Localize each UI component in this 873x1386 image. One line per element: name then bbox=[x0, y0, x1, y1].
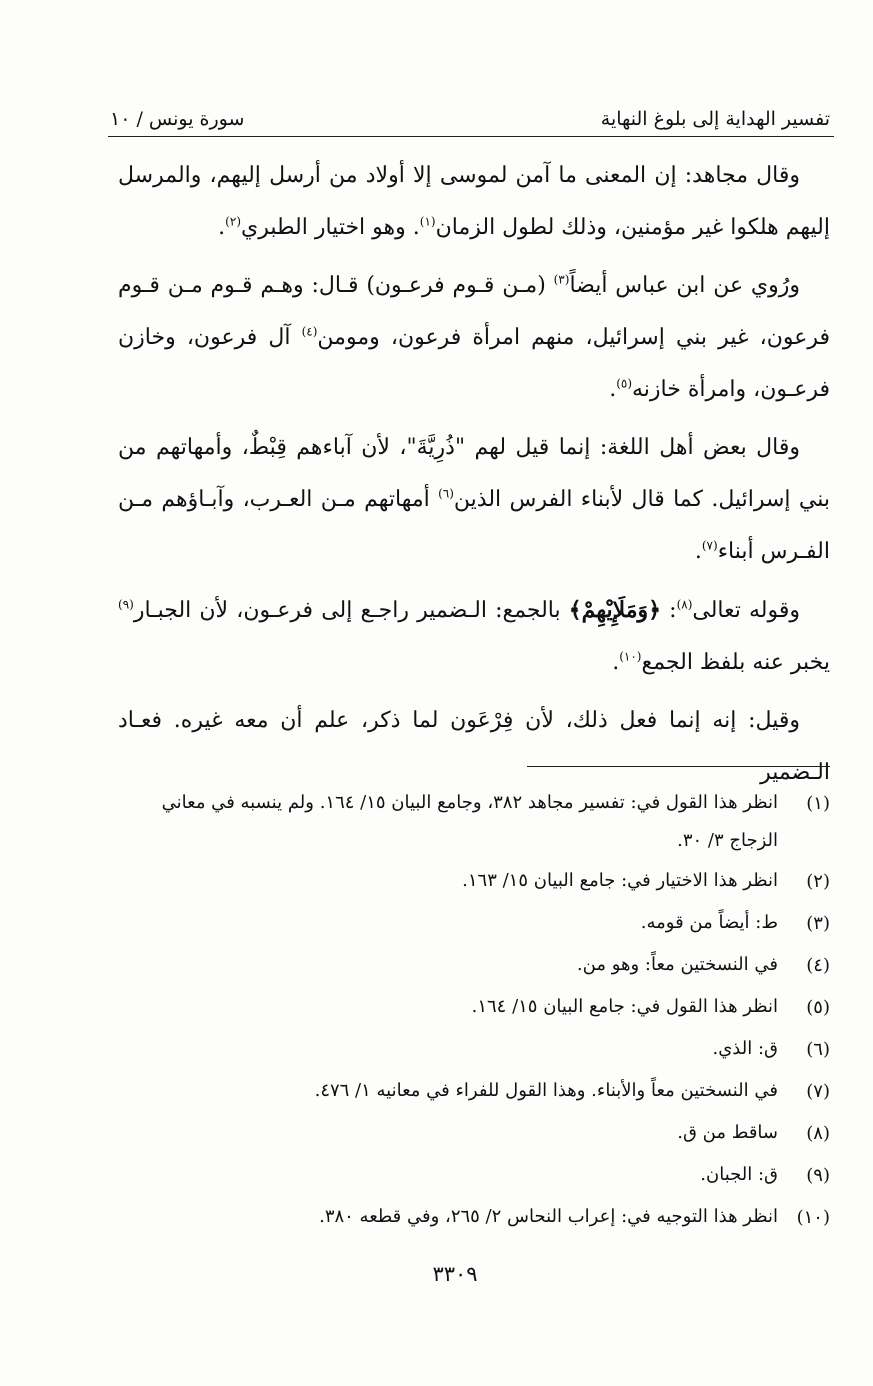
paragraph-3: وقال بعض أهل اللغة: إنما قيل لهم "ذُرِيَّةَ"، لأن آباءهم قِبْطٌ، وأمهاتهم من بني إسرائيل. كما قال لأبناء الفرس الذين$^{(٦)}$ أمهاتهم مـن العـرب، وآبـاؤهم مـن الفـرس أبناء$^{(٧)}$. bbox=[118, 435, 831, 564]
footnote-text: ساقط من ق. bbox=[677, 1122, 778, 1143]
footnote-ref: (٩) bbox=[118, 597, 134, 612]
footnote-ref: (٧) bbox=[701, 538, 718, 553]
footnote-number: (١) bbox=[806, 793, 830, 814]
footnote-item bbox=[118, 904, 830, 944]
footnote-item bbox=[118, 1198, 830, 1238]
footnote-text: انظر هذا القول في: تفسير مجاهد ٣٨٢، وجامع البيان ١٥/ ١٦٤. ولم ينسبه في معاني الزجاج ٣/ ٣٠. bbox=[161, 792, 778, 851]
footnote-text: انظر هذا القول في: جامع البيان ١٥/ ١٦٤. bbox=[471, 996, 778, 1017]
footnote-ref: (٨) bbox=[676, 597, 693, 612]
footnote-number: (٢) bbox=[806, 871, 830, 892]
footnote-ref: (٥) bbox=[616, 376, 633, 391]
footnote-number: (٨) bbox=[806, 1123, 830, 1144]
footnote-text: في النسختين معاً: وهو من. bbox=[576, 954, 778, 975]
footnote-ref: (٤) bbox=[301, 324, 318, 339]
footnote-text: ط: أيضاً من قومه. bbox=[640, 912, 778, 933]
book-title: تفسير الهداية إلى بلوغ النهاية bbox=[600, 108, 830, 130]
running-header bbox=[110, 96, 830, 130]
footnote-item bbox=[118, 946, 830, 986]
footnote-number: (٦) bbox=[806, 1039, 830, 1060]
footnote-item bbox=[118, 1030, 830, 1070]
footnote-item bbox=[118, 1156, 830, 1196]
quran-quote: ﴿وَمَلَإِيْهِمْ﴾ bbox=[568, 597, 662, 623]
surah-label: سورة يونس / ١٠ bbox=[110, 108, 245, 130]
footnote-ref: (٣) bbox=[553, 272, 570, 287]
footnote-number: (٥) bbox=[806, 997, 830, 1018]
footnote-number: (٧) bbox=[806, 1081, 830, 1102]
footnote-text: ق: الذي. bbox=[712, 1038, 778, 1059]
footnote-text: انظر هذا الاختيار في: جامع البيان ١٥/ ١٦٣. bbox=[462, 870, 778, 891]
footnote-ref: (٢) bbox=[225, 214, 241, 229]
header-rule bbox=[108, 136, 834, 137]
footnote-number: (٤) bbox=[806, 955, 830, 976]
paragraph-5: وقيل: إنه إنما فعل ذلك، لأن فِرْعَون لما ذكر، علم أن معه غيره. فعـاد الـضمير bbox=[118, 708, 830, 785]
footnote-ref: (٦) bbox=[438, 486, 454, 501]
footnote-number: (٩) bbox=[806, 1165, 830, 1186]
footnote-number: (٣) bbox=[806, 913, 830, 934]
main-text bbox=[118, 150, 830, 799]
footnote-text: ق: الجبان. bbox=[700, 1164, 778, 1185]
footnote-item bbox=[118, 862, 830, 902]
footnote-rule bbox=[527, 766, 830, 767]
footnote-item bbox=[118, 1072, 830, 1112]
footnote-item bbox=[118, 784, 830, 860]
footnote-ref: (١٠) bbox=[619, 649, 642, 664]
footnote-item bbox=[118, 988, 830, 1028]
footnote-item bbox=[118, 1114, 830, 1154]
paragraph-4: وقوله تعالى$^{(٨)}$: ﴿وَمَلَإِيْهِمْ﴾ بالجمع: الـضمير راجـع إلى فرعـون، لأن الجبـار$^{(٩)}$ يخبر عنه بلفظ الجمع$^{(١٠)}$. bbox=[118, 597, 830, 675]
footnote-text: انظر هذا التوجيه في: إعراب النحاس ٢/ ٢٦٥، وفي قطعه ٣٨٠. bbox=[319, 1206, 778, 1227]
footnote-ref: (١) bbox=[419, 214, 436, 229]
paragraph-2: ورُوي عن ابن عباس أيضاً$^{(٣)}$ (مـن قـوم فرعـون) قـال: وهـم قـوم مـن قـوم فرعون، غير بني إسرائيل، منهم امرأة فرعون، ومومن$^{(٤)}$ آل فرعون، وخازن فرعـون، وامرأة خازنه$^{(٥)}$. bbox=[118, 272, 830, 402]
footnote-text: في النسختين معاً والأبناء. وهذا القول للفراء في معانيه ١/ ٤٧٦. bbox=[314, 1080, 778, 1101]
footnotes-list bbox=[118, 784, 830, 1240]
page-number: ٣٣٠٩ bbox=[432, 1262, 478, 1286]
footnote-number: (١٠) bbox=[796, 1207, 830, 1228]
paragraph-1: وقال مجاهد: إن المعنى ما آمن لموسى إلا أولاد من أرسل إليهم، والمرسل إليهم هلكوا غير مؤمنين، وذلك لطول الزمان$^{(١)}$. وهو اختيار الطبري$^{(٢)}$. bbox=[118, 163, 830, 240]
